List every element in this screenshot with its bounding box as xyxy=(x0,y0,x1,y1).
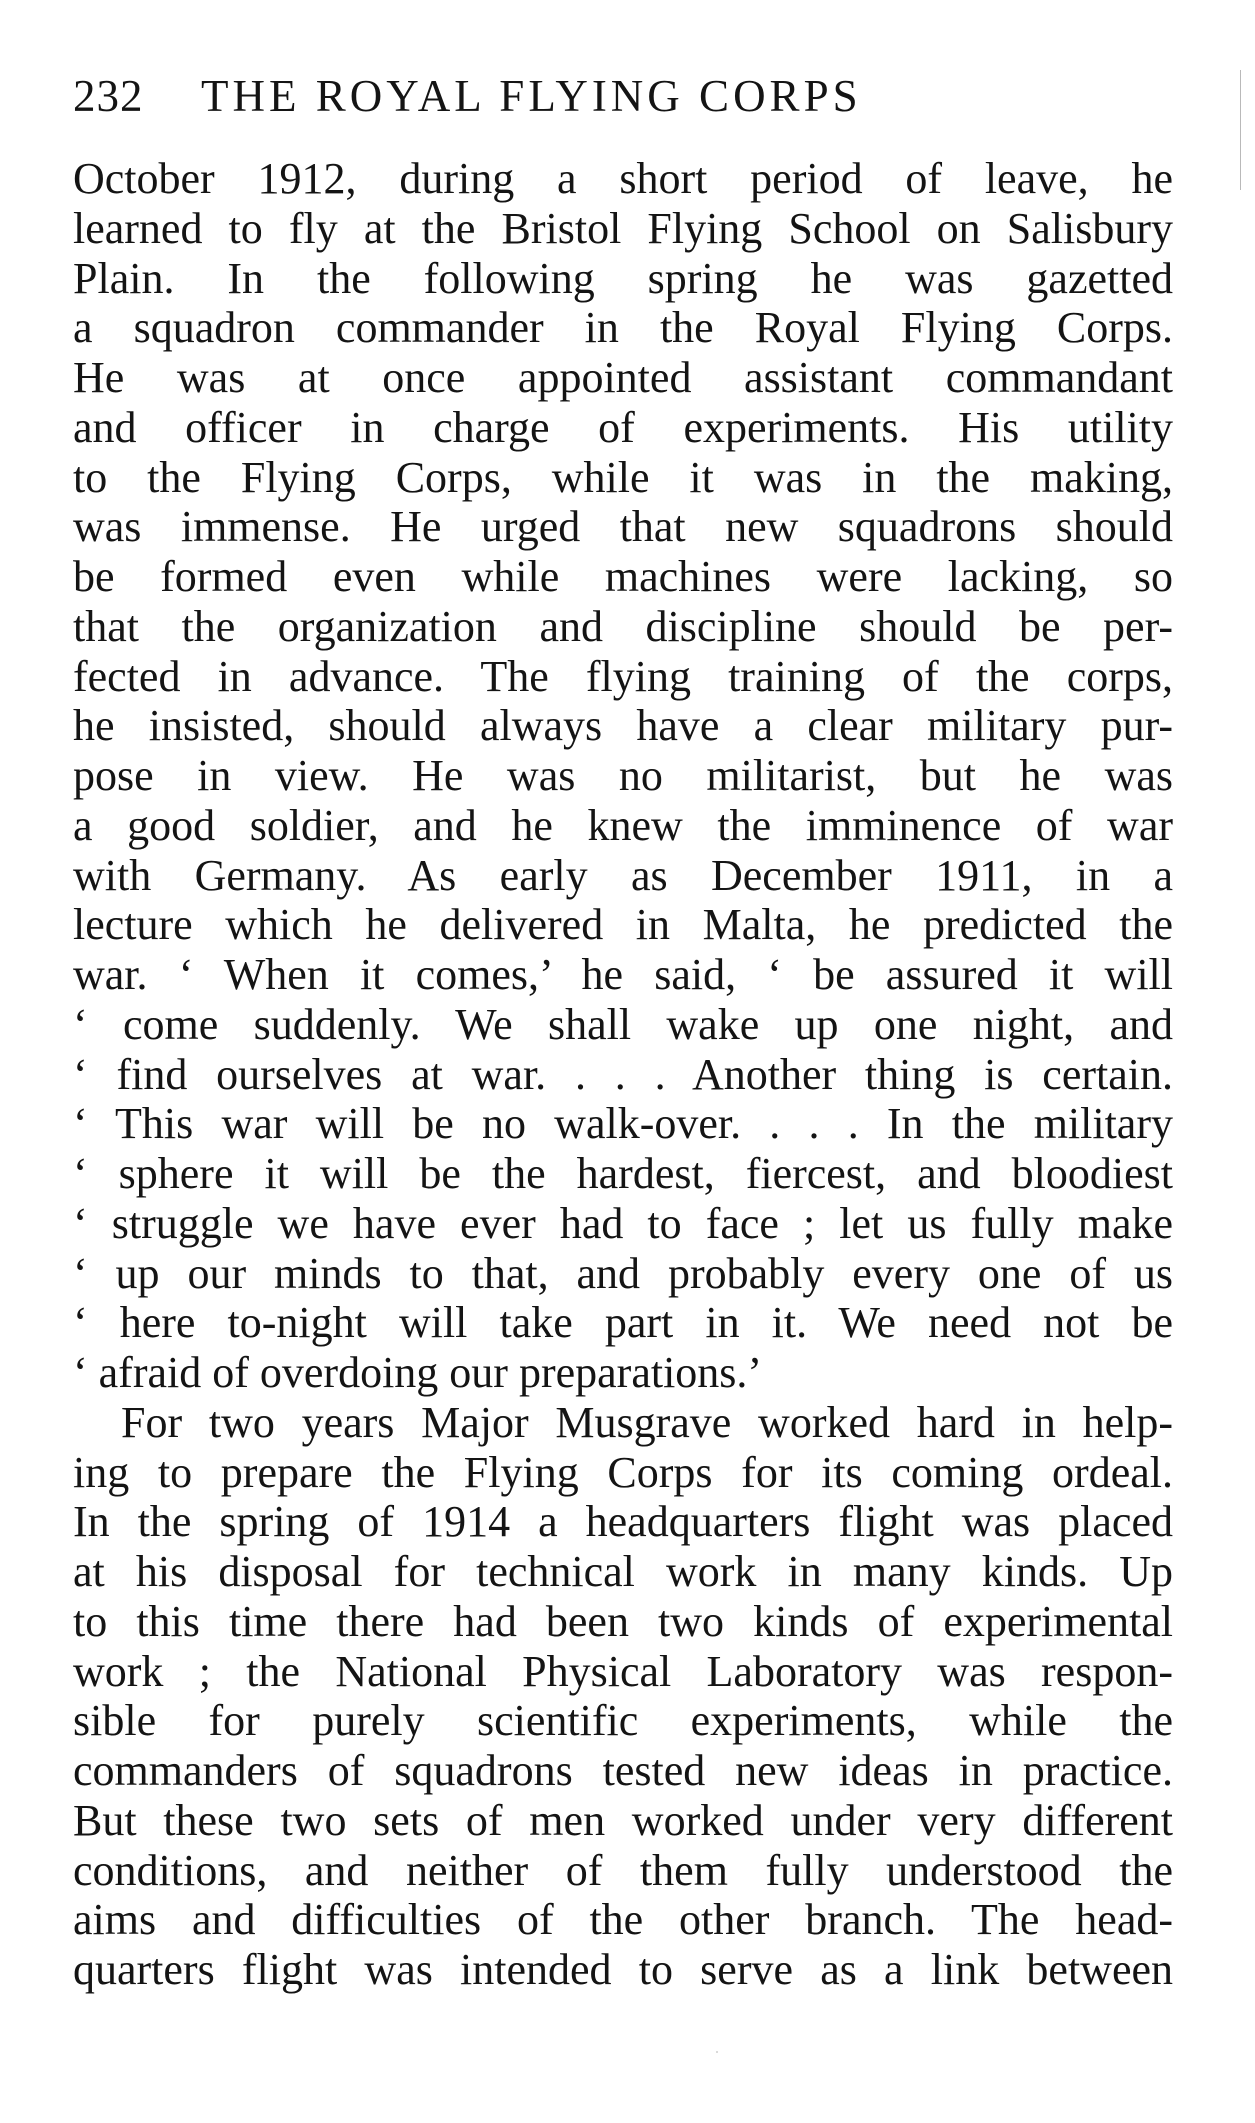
text-line: October 1912, during a short period of leave, he xyxy=(73,154,1173,203)
scan-margin-mark xyxy=(1240,70,1241,190)
body-text xyxy=(73,154,1173,1995)
text-line: war. ‘ When it comes,’ he said, ‘ be assured it will xyxy=(73,950,1173,999)
text-line: But these two sets of men worked under very different xyxy=(73,1795,1173,1845)
text-line: quarters flight was intended to serve as a link between xyxy=(73,1945,1173,1994)
page-number: 232 xyxy=(73,71,144,121)
text-line: to the Flying Corps, while it was in the making, xyxy=(73,452,1173,502)
text-line: work ; the National Physical Laboratory was respon- xyxy=(73,1646,1173,1696)
text-line: with Germany. As early as December 1911, in a xyxy=(73,850,1173,900)
text-line: at his disposal for technical work in many kinds. Up xyxy=(73,1547,1173,1596)
scan-speck xyxy=(716,2051,718,2053)
running-title: THE ROYAL FLYING CORPS xyxy=(201,71,862,121)
text-line: lecture which he delivered in Malta, he predicted the xyxy=(73,900,1173,950)
text-line: a squadron commander in the Royal Flying Corps. xyxy=(73,303,1173,353)
text-line: he insisted, should always have a clear military pur- xyxy=(73,701,1173,751)
text-line: sible for purely scientific experiments, while the xyxy=(73,1696,1173,1746)
text-line: was immense. He urged that new squadrons should xyxy=(73,502,1173,552)
text-line: and officer in charge of experiments. His utility xyxy=(73,402,1173,452)
text-line: a good soldier, and he knew the imminence of war xyxy=(73,800,1173,850)
text-line: to this time there had been two kinds of experimental xyxy=(73,1596,1173,1646)
text-line: ‘ This war will be no walk-over. . . . In the military xyxy=(73,1099,1173,1149)
text-line: ‘ afraid of overdoing our preparations.’ xyxy=(73,1348,763,1397)
text-line: be formed even while machines were lacking, so xyxy=(73,552,1173,601)
text-line: Plain. In the following spring he was gazetted xyxy=(73,253,1173,303)
text-line: In the spring of 1914 a headquarters flight was placed xyxy=(73,1497,1173,1547)
book-page xyxy=(73,62,1173,1995)
text-line: ‘ come suddenly. We shall wake up one night, and xyxy=(73,999,1173,1049)
text-line: ing to prepare the Flying Corps for its coming ordeal. xyxy=(73,1447,1173,1497)
text-line: pose in view. He was no militarist, but he was xyxy=(73,751,1173,800)
text-line: He was at once appointed assistant commandant xyxy=(73,353,1173,402)
text-line: conditions, and neither of them fully understood the xyxy=(73,1845,1173,1895)
text-line: ‘ sphere it will be the hardest, fiercest, and bloodiest xyxy=(73,1149,1173,1198)
text-line: ‘ find ourselves at war. . . . Another thing is certain. xyxy=(73,1049,1173,1099)
text-line: ‘ here to-night will take part in it. We need not be xyxy=(73,1298,1173,1348)
running-head xyxy=(73,62,1173,130)
text-line: learned to fly at the Bristol Flying School on Salisbury xyxy=(73,203,1173,253)
text-line: that the organization and discipline should be per- xyxy=(73,601,1173,651)
text-line: ‘ up our minds to that, and probably every one of us xyxy=(73,1248,1173,1298)
text-line: ‘ struggle we have ever had to face ; let us fully make xyxy=(73,1198,1173,1248)
text-line: For two years Major Musgrave worked hard in help- xyxy=(121,1397,1173,1447)
text-line: fected in advance. The flying training of the corps, xyxy=(73,651,1173,701)
text-line: aims and difficulties of the other branch. The head- xyxy=(73,1895,1173,1945)
text-line: commanders of squadrons tested new ideas in practice. xyxy=(73,1746,1173,1795)
